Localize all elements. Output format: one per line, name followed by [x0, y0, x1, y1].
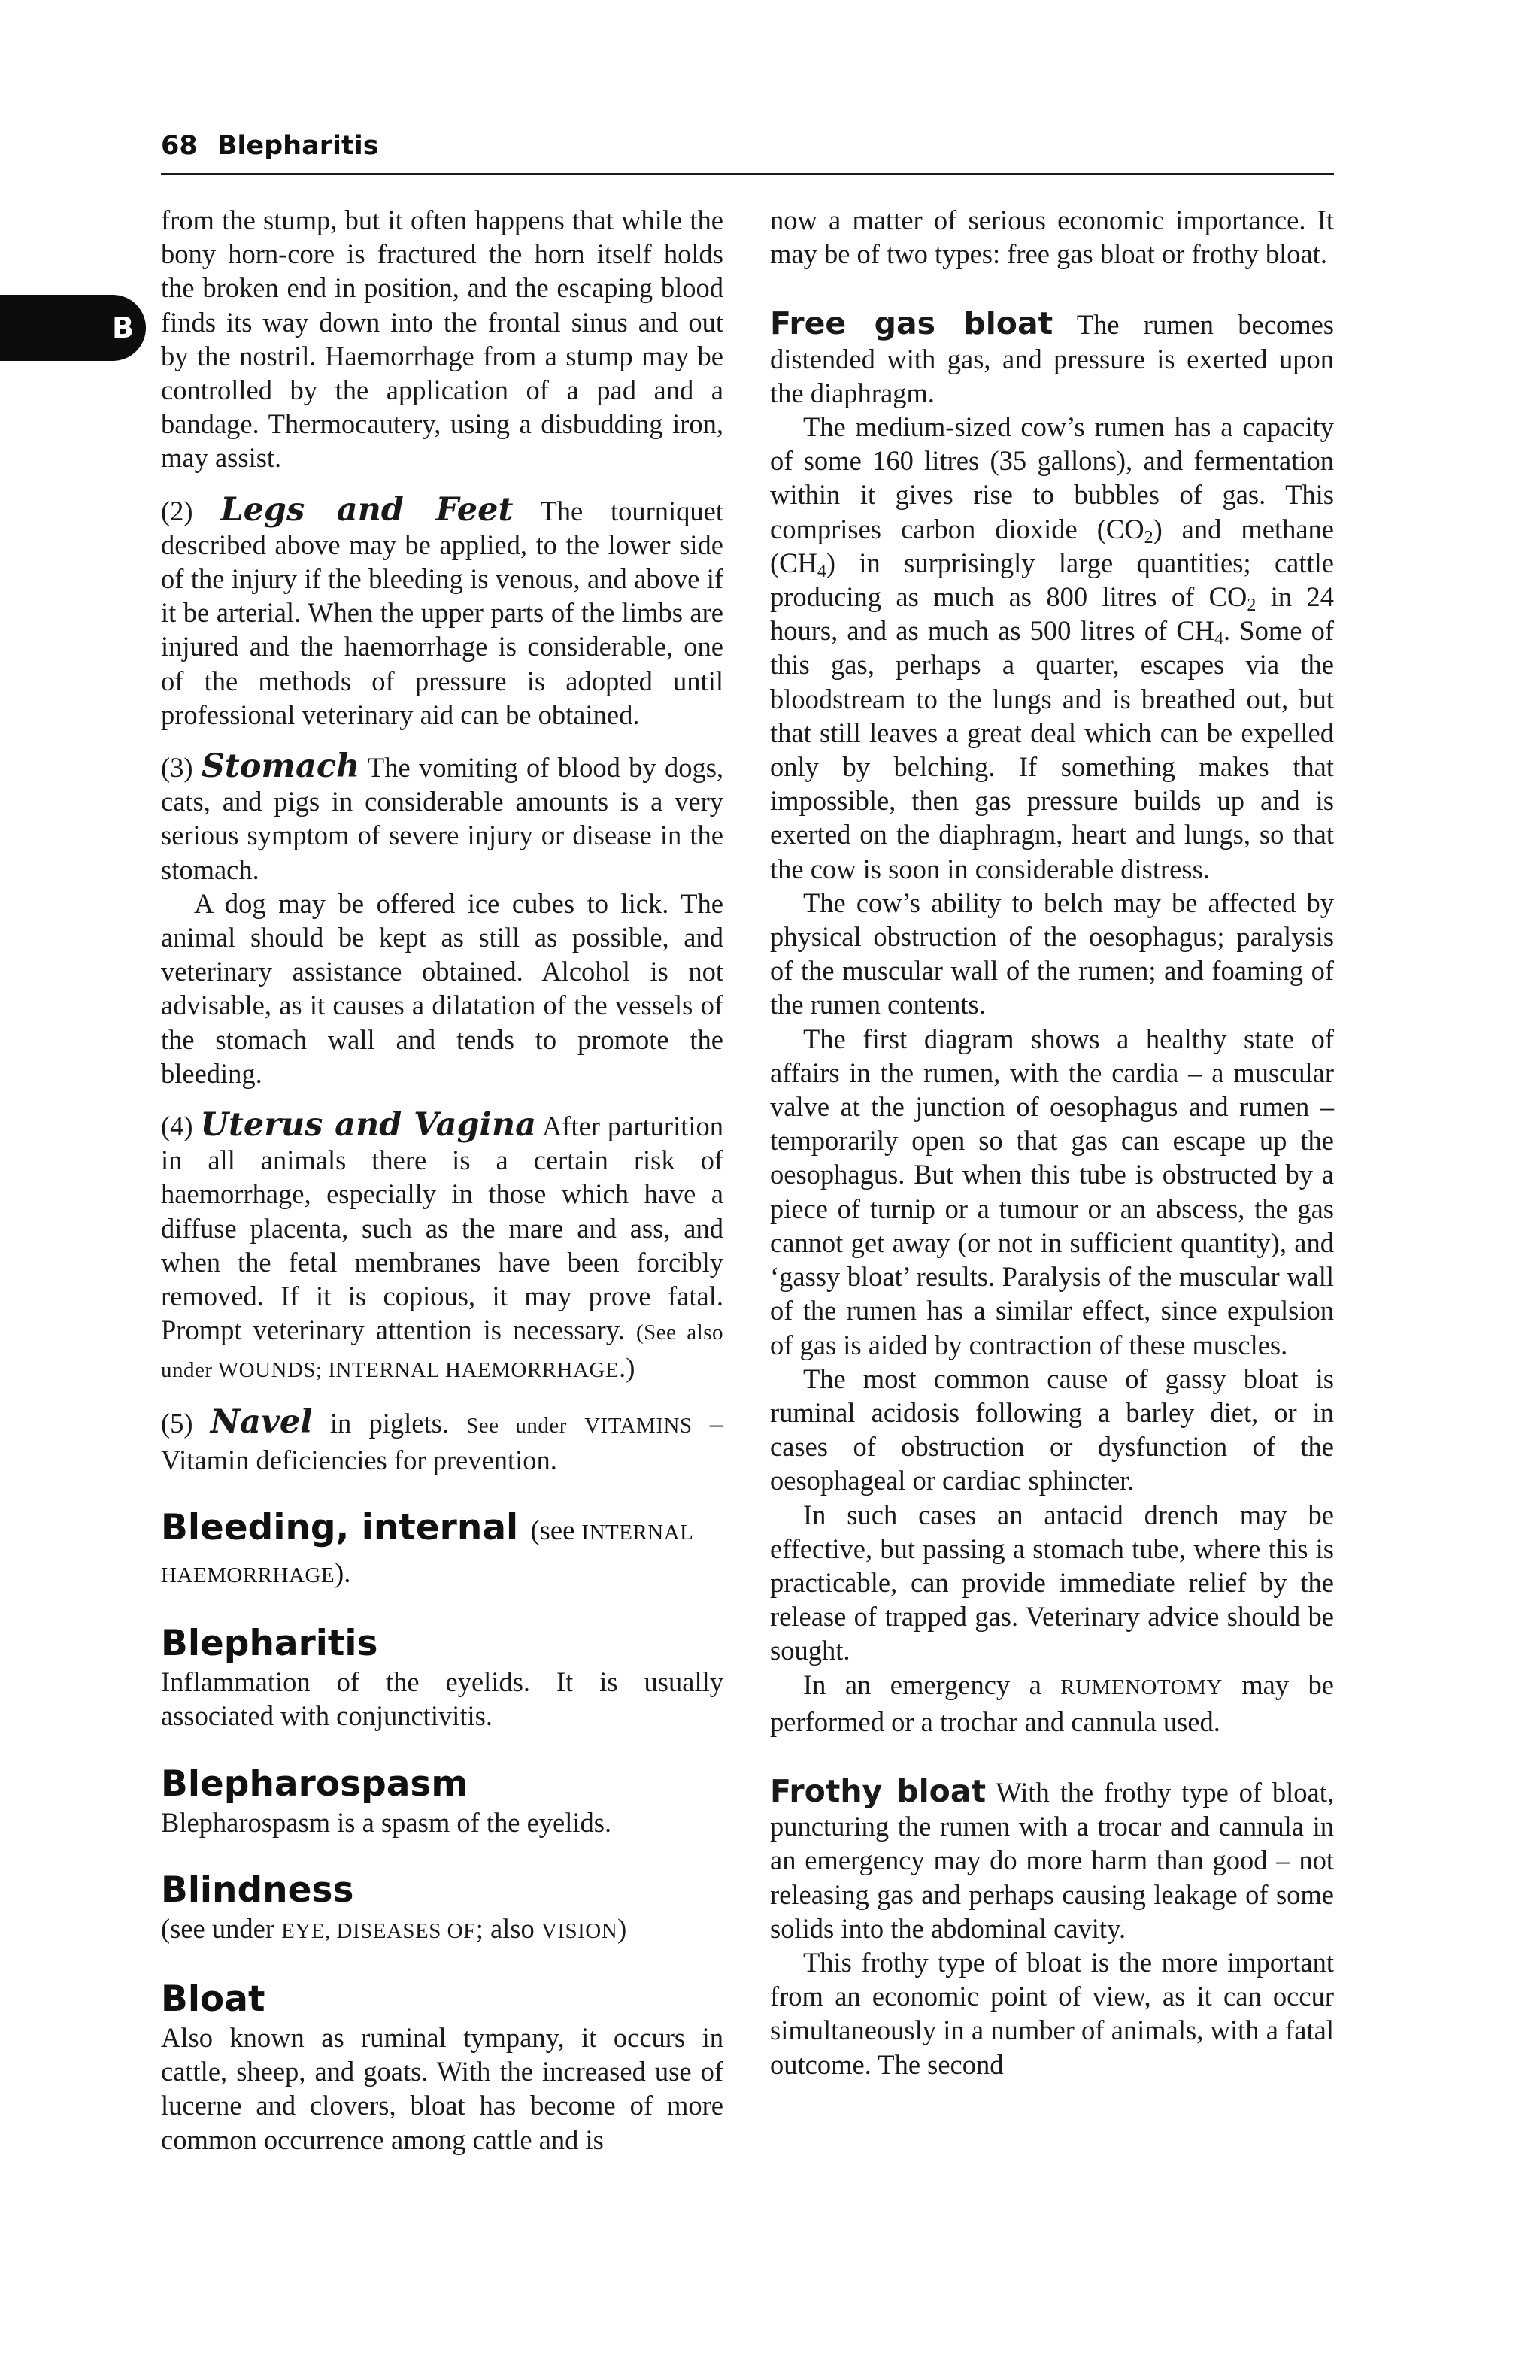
- capacity-text-e: . Some of this gas, perhaps a quarter, escapes via the bloodstream to the lungs and is breathed out, but that still leaves a great deal which can be expelled only by belching. If something makes that impossible, then gas pressure builds up and is exerted on the diaphragm, heart and lungs, so that the cow is soon in considerable distress.: [770, 615, 1334, 884]
- running-header: [161, 125, 1334, 175]
- uterus-crossref-open: (See also under: [161, 1320, 724, 1382]
- bloat-continued-paragraph: now a matter of serious economic importance. It may be of two types: free gas bloat or frothy bloat.: [770, 205, 1334, 270]
- rumen-capacity-paragraph: [770, 410, 1334, 886]
- blindness-text: [161, 1912, 723, 1948]
- crossref-vitamins[interactable]: VITAMINS: [584, 1413, 693, 1438]
- crossref-rumenotomy[interactable]: RUMENOTOMY: [1060, 1675, 1223, 1699]
- bleeding-internal-heading: Bleeding, internal: [161, 1507, 519, 1549]
- thumb-index-tab: [0, 295, 146, 361]
- thumb-index-letter: B: [112, 311, 134, 344]
- navel-paragraph: [161, 1402, 724, 1477]
- blepharospasm-heading: Blepharospasm: [161, 1763, 468, 1805]
- uterus-paragraph: [161, 1108, 723, 1387]
- capacity-text-d: in 24 hours, and as much as 500 litres of CH: [770, 581, 1334, 647]
- legs-text: The tourniquet described above may be applied, to the lower side of the injury if the bleeding is venous, and above if it be arterial. When the upper parts of the limbs are injured and the haemorrhage is considerable, one of the methods of pressure is adopted until professional veterinary aid can be obtained.: [161, 495, 724, 730]
- legs-paragraph: [161, 490, 724, 732]
- diagram-paragraph: The first diagram shows a healthy state of affairs in the rumen, with the cardia – a muscular valve at the junction of oesophagus and rumen – temporarily open so that gas can escape up the oesophagus. But when this tube is obstructed by a piece of turnip or a tumour or an abscess, the gas cannot get away (or not in sufficient quantity), and ‘gassy bloat’ results. Paralysis of the muscular wall of the rumen has a similar effect, since expulsion of gas is aided by contraction of these muscles.: [770, 1023, 1334, 1360]
- ch4-subscript: 4: [817, 561, 826, 581]
- bloat-text: Also known as ruminal tympany, it occurs in cattle, sheep, and goats. With the increased use of lucerne and clovers, bloat has become of more common occurrence among cattle and is: [161, 2021, 723, 2155]
- cause-paragraph: The most common cause of gassy bloat is ruminal acidosis following a barley diet, or in cases of obstruction or dysfunction of the oesophageal or cardiac sphincter.: [770, 1363, 1334, 1496]
- co2-subscript-2: 2: [1247, 596, 1257, 616]
- blindness-see-close: ): [617, 1912, 627, 1944]
- legs-subheading: Legs and Feet: [220, 490, 514, 529]
- emergency-text-b: may be performed or a trochar and cannula used.: [770, 1669, 1334, 1737]
- bleeding-see-open: (see: [530, 1514, 582, 1546]
- stomach-text: The vomiting of blood by dogs, cats, and pigs in considerable amounts is a very serious symptom of severe injury or disease in the stomach.: [161, 752, 724, 885]
- blindness-see-open: (see under: [161, 1912, 282, 1944]
- stomach-subheading: Stomach: [201, 747, 360, 786]
- emergency-text-a: In an emergency a: [803, 1669, 1061, 1700]
- uterus-crossref-sep: ;: [316, 1357, 329, 1382]
- free-gas-text: The rumen becomes distended with gas, and pressure is exerted upon the diaphragm.: [770, 309, 1334, 408]
- frothy-bloat-heading: Frothy bloat: [770, 1772, 987, 1809]
- crossref-vision[interactable]: VISION: [541, 1918, 618, 1943]
- belch-paragraph: The cow’s ability to belch may be affected by physical obstruction of the oesophagus; paralysis of the muscular wall of the rumen; and foaming of the rumen contents.: [770, 887, 1334, 1020]
- blepharitis-heading: Blepharitis: [161, 1623, 378, 1665]
- crossref-eye-diseases[interactable]: EYE, DISEASES OF: [281, 1918, 476, 1943]
- uterus-text: After parturition in all animals there is a certain risk of haemorrhage, especially in those which have a diffuse placenta, such as the mare and ass, and when the fetal membranes have been forcibly removed. If it is copious, it may prove fatal. Prompt veterinary attention is necessary.: [161, 1111, 723, 1346]
- frothy-paragraph: [770, 1772, 1334, 1945]
- crossref-internal-haemorrhage[interactable]: INTERNAL HAEMORRHAGE: [328, 1357, 620, 1382]
- bloat-heading: Bloat: [161, 1978, 265, 2020]
- free-gas-bloat-heading: Free gas bloat: [770, 305, 1053, 342]
- free-gas-paragraph: [770, 307, 1334, 410]
- stomach-paragraph-2: A dog may be offered ice cubes to lick. The animal should be kept as still as possible, and veterinary assistance obtained. Alcohol is not advisable, as it causes a dilatation of the vessels of the stomach wall and tends to promote the bleeding.: [161, 887, 723, 1089]
- capacity-text-a: The medium-sized cow’s rumen has a capacity of some 160 litres (35 gallons), and fermentation within it gives rise to bubbles of gas. This comprises carbon dioxide (CO: [770, 411, 1334, 544]
- navel-number: (5): [161, 1407, 193, 1439]
- stomach-paragraph: [161, 747, 724, 887]
- left-column: [161, 203, 723, 2157]
- page-number: 68: [161, 131, 198, 161]
- uterus-subheading: Uterus and Vagina: [200, 1106, 536, 1145]
- bleeding-internal-entry: [161, 1507, 723, 1593]
- blindness-also: ; also: [475, 1912, 541, 1944]
- capacity-text-c: ) in surprisingly large quantities; cattle producing as much as 800 litres of CO: [770, 547, 1334, 613]
- capacity-text-b: ) and methane (CH: [770, 513, 1334, 578]
- navel-subheading: Navel: [210, 1402, 313, 1441]
- important-paragraph: This frothy type of bloat is the more important from an economic point of view, as it can occur simultaneously in a number of animals, with a fatal outcome. The second: [770, 1946, 1334, 2080]
- emergency-paragraph: [770, 1668, 1334, 1739]
- legs-number: (2): [161, 495, 193, 526]
- blepharospasm-text: Blepharospasm is a spasm of the eyelids.: [161, 1806, 612, 1838]
- crossref-internal-haemorrhage-2[interactable]: INTERNAL HAEMORRHAGE: [161, 1520, 693, 1588]
- running-title: Blepharitis: [217, 131, 379, 161]
- co2-subscript: 2: [1144, 527, 1153, 547]
- navel-tail: – Vitamin deficiencies for prevention.: [161, 1407, 724, 1475]
- navel-see-under: See under: [466, 1413, 567, 1438]
- right-column: [770, 203, 1334, 2081]
- navel-text: in piglets.: [329, 1407, 449, 1439]
- stomach-number: (3): [161, 752, 193, 784]
- blepharitis-text: Inflammation of the eyelids. It is usually associated with conjunctivitis.: [161, 1666, 723, 1732]
- antacid-paragraph: In such cases an antacid drench may be effective, but passing a stomach tube, where this is practicable, can provide immediate relief by the release of trapped gas. Veterinary advice should be sought.: [770, 1499, 1334, 1666]
- blindness-heading: Blindness: [161, 1869, 354, 1911]
- stump-paragraph: from the stump, but it often happens that while the bony horn-core is fractured the horn itself holds the broken end in position, and the escaping blood finds its way down into the frontal sinus and out by the nostril. Haemorrhage from a stump may be controlled by the application of a pad and a bandage. Thermocautery, using a disbudding iron, may assist.: [161, 205, 723, 474]
- uterus-crossref-close: .): [619, 1351, 635, 1383]
- ch4-subscript-2: 4: [1214, 629, 1223, 650]
- crossref-wounds[interactable]: WOUNDS: [217, 1357, 317, 1382]
- frothy-text: With the frothy type of bloat, puncturing the rumen with a trocar and cannula in an emergency may do more harm than good – not releasing gas and perhaps causing leakage of some solids into the abdominal cavity.: [770, 1776, 1334, 1944]
- bleeding-see-close: ).: [335, 1557, 351, 1589]
- uterus-number: (4): [161, 1111, 193, 1142]
